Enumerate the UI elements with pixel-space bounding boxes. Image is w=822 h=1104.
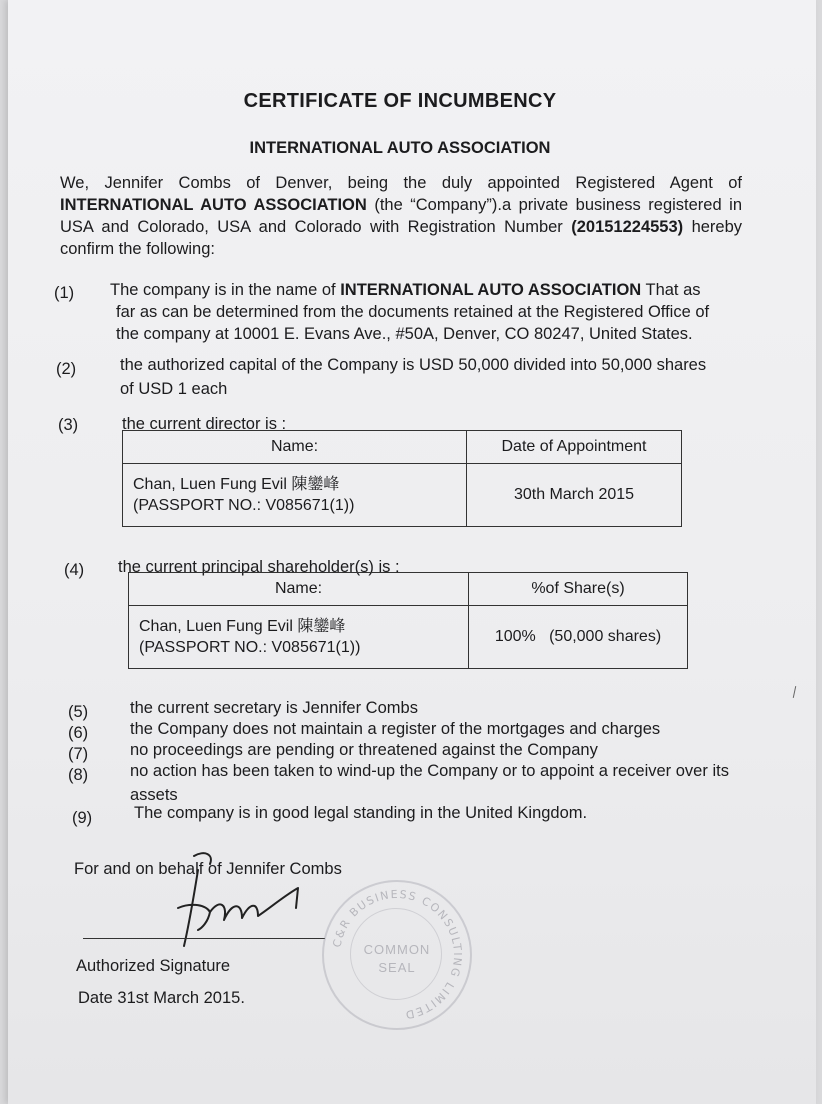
item-number-4: (4): [64, 561, 85, 579]
signature-date: Date 31st March 2015.: [78, 989, 245, 1007]
seal-center-line-1: COMMON: [363, 942, 431, 957]
item-2-line-1: the authorized capital of the Company is USD 50,000 divided into 50,000 shares: [120, 356, 707, 374]
company-heading: INTERNATIONAL AUTO ASSOCIATION: [249, 139, 551, 157]
item-number-5: (5): [68, 703, 89, 721]
certificate-page: [8, 0, 816, 1104]
seal-center-line-2: SEAL: [378, 960, 416, 975]
item-1-line-1: [110, 279, 750, 301]
item-6-text: the Company does not maintain a register of the mortgages and charges: [130, 720, 661, 738]
item-1-company-name: INTERNATIONAL AUTO ASSOCIATION: [340, 281, 642, 299]
handwritten-signature: [158, 850, 318, 950]
shareholder-name-cell: [129, 606, 469, 669]
item-1-pre: The company is in the name of: [110, 281, 336, 299]
director-date-header: Date of Appointment: [467, 431, 682, 464]
svg-text:C&R BUSINESS CONSULTING LIMITE: C&R BUSINESS CONSULTING LIMITED: [330, 887, 465, 1022]
director-name-header: Name:: [123, 431, 467, 464]
item-number-8: (8): [68, 766, 89, 784]
item-4-text: the current principal shareholder(s) is :: [118, 558, 400, 576]
item-number-2: (2): [56, 360, 77, 378]
pen-mark: [793, 686, 796, 698]
item-5-text: the current secretary is Jennifer Combs: [130, 699, 418, 717]
intro-company-name: INTERNATIONAL AUTO ASSOCIATION: [60, 196, 367, 214]
item-number-6: (6): [68, 724, 89, 742]
shareholder-name: Chan, Luen Fung Evil 陳鑾峰: [139, 618, 346, 635]
intro-text-3: hereby confirm the following:: [60, 218, 743, 258]
item-1-line-3: the company at 10001 E. Evans Ave., #50A, Denver, CO 80247, United States.: [116, 325, 693, 343]
item-number-3: (3): [58, 416, 79, 434]
item-8-continuation: assets: [130, 786, 178, 804]
shareholder-share-value: 100% (50,000 shares): [469, 606, 688, 669]
signature-label: Authorized Signature: [76, 957, 231, 975]
shareholder-passport: (PASSPORT NO.: V085671(1)): [139, 639, 361, 656]
shareholder-table: [128, 572, 688, 669]
intro-text-2: (the “Company”).a private business registered in USA and Colorado, USA and Colorado with Registration Number: [60, 196, 742, 236]
document-title: CERTIFICATE OF INCUMBENCY: [243, 90, 557, 112]
shareholder-share-header: %of Share(s): [469, 573, 688, 606]
director-table: [122, 430, 682, 527]
intro-text-1: We, Jennifer Combs of Denver, being the duly appointed Registered Agent of: [60, 174, 742, 192]
item-number-7: (7): [68, 745, 89, 763]
item-9-text: The company is in good legal standing in the United Kingdom.: [134, 804, 588, 822]
director-appointment-date: 30th March 2015: [467, 464, 682, 527]
signature-line: [83, 938, 325, 939]
item-number-9: (9): [72, 809, 93, 827]
common-seal-emboss: [322, 880, 472, 1030]
item-8-text: no action has been taken to wind-up the Company or to appoint a receiver over its: [130, 762, 729, 780]
item-2-line-2: of USD 1 each: [120, 380, 228, 398]
registration-number: (20151224553): [571, 218, 684, 236]
item-1-line-2: far as can be determined from the documents retained at the Registered Office of: [116, 303, 710, 321]
director-passport: (PASSPORT NO.: V085671(1)): [133, 497, 355, 514]
item-3-text: the current director is :: [122, 415, 287, 433]
intro-paragraph: [60, 172, 742, 260]
item-1-post: That as: [645, 281, 701, 299]
director-name: Chan, Luen Fung Evil 陳鑾峰: [133, 476, 340, 493]
director-name-cell: [123, 464, 467, 527]
item-number-1: (1): [54, 284, 75, 302]
item-7-text: no proceedings are pending or threatened against the Company: [130, 741, 598, 759]
behalf-line: For and on behalf of Jennifer Combs: [74, 860, 342, 878]
shareholder-name-header: Name:: [129, 573, 469, 606]
